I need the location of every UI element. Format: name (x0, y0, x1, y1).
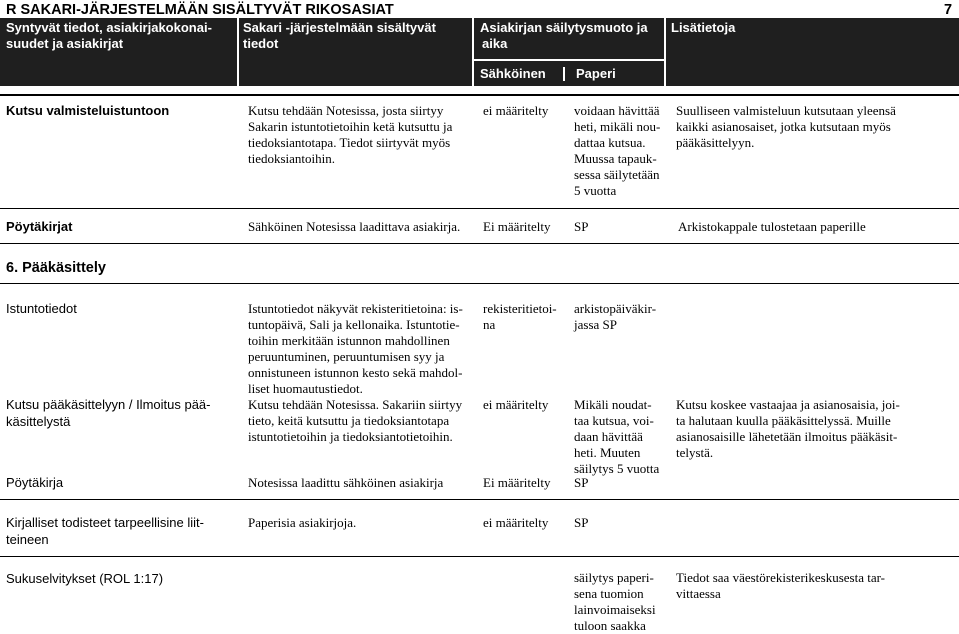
row-name: Kirjalliset todisteet tarpeellisine liit- teineen (6, 515, 204, 547)
header-divider (474, 59, 664, 61)
row-content: Notesissa laadittu sähköinen asiakirja (248, 475, 444, 490)
header-divider (664, 18, 666, 86)
row-name: Pöytäkirja (6, 475, 64, 490)
row-paper: säilytys paperi- sena tuomion lainvoimaiseksi tuloon saakka (574, 570, 656, 633)
section-heading: 6. Pääkäsittely (6, 260, 106, 276)
row-electronic: Ei määritelty (483, 475, 551, 490)
row-name: Sukuselvitykset (ROL 1:17) (6, 571, 164, 586)
row-name: Kutsu pääkäsittelyyn / Ilmoitus pää- käsittelystä (6, 397, 211, 429)
row-electronic: Ei määritelty (483, 219, 551, 234)
header-sub-electronic: Sähköinen (480, 66, 546, 81)
row-content: Kutsu tehdään Notesissa, josta siirtyy Sakarin istuntotietoihin ketä kutsuttu ja tiedoksiantotapa. Tiedot siirtyvät myös tiedoksiantoihin. (248, 103, 453, 166)
row-notes: Kutsu koskee vastaajaa ja asianosaisia, joi- ta halutaan kuulla pääkäsittelyssä. Muille asianosaisille lähetetään ilmoitus pääkäsit- telystä. (676, 397, 900, 460)
row-divider (0, 208, 959, 209)
row-electronic: ei määritelty (483, 103, 549, 118)
row-notes: Suulliseen valmisteluun kutsutaan yleensä kaikki asianosaiset, jotka kutsutaan myös pääkäsittelyyn. (676, 103, 896, 150)
row-divider (0, 499, 959, 500)
row-content: Kutsu tehdään Notesissa. Sakariin siirtyy tieto, keitä kutsuttu ja tiedoksiantotapa istuntotietoihin ja tiedoksiantotietoihin. (248, 397, 463, 444)
row-name: Pöytäkirjat (6, 219, 73, 234)
row-paper: voidaan hävittää heti, mikäli nou- dattaa kutsua. Muussa tapauk- sessa säilytetään 5 vuotta (574, 103, 661, 198)
row-paper: Mikäli noudat- taa kutsua, voi- daan hävittää heti. Muuten säilytys 5 vuotta (574, 397, 660, 476)
header-col-documents: Syntyvät tiedot, asiakirjakokonai- suudet ja asiakirjat (6, 20, 212, 51)
row-name: Istuntotiedot (6, 301, 77, 316)
header-col-storage: Asiakirjan säilytysmuoto ja aika (480, 20, 648, 51)
table-header (0, 18, 959, 86)
header-divider (237, 18, 239, 86)
header-sub-paper: Paperi (576, 66, 616, 81)
document-title: R SAKARI-JÄRJESTELMÄÄN SISÄLTYVÄT RIKOSASIAT (6, 2, 394, 18)
header-divider (472, 18, 474, 86)
row-paper: SP (574, 475, 589, 490)
row-name: Kutsu valmisteluistuntoon (6, 103, 170, 118)
row-content: Sähköinen Notesissa laadittava asiakirja. (248, 219, 461, 234)
header-col-sakari: Sakari -järjestelmään sisältyvät tiedot (243, 20, 436, 51)
row-content: Istuntotiedot näkyvät rekisteritietoina: is- tuntopäivä, Sali ja kellonaika. Istuntotie- toihin merkitään istunnon mahdollinen peruuntuminen, peruuntumisen syy ja onnistuneen istunnon kesto sekä mahdol- liset huomautustiedot. (248, 301, 463, 396)
row-divider (0, 283, 959, 284)
row-notes: Arkistokappale tulostetaan paperille (678, 219, 866, 234)
row-electronic: ei määritelty (483, 397, 549, 412)
row-notes: Tiedot saa väestörekisterikeskusesta tar- vittaessa (676, 570, 886, 601)
row-paper: arkistopäiväkir- jassa SP (574, 301, 657, 332)
page-number: 7 (944, 2, 953, 18)
row-electronic: ei määritelty (483, 515, 549, 530)
header-divider (563, 67, 565, 81)
row-divider (0, 94, 959, 96)
header-col-notes: Lisätietoja (671, 20, 736, 35)
row-divider (0, 243, 959, 244)
row-content: Paperisia asiakirjoja. (248, 515, 357, 530)
row-divider (0, 556, 959, 557)
row-paper: SP (574, 219, 589, 234)
row-paper: SP (574, 515, 589, 530)
row-electronic: rekisteritietoi- na (483, 301, 557, 332)
